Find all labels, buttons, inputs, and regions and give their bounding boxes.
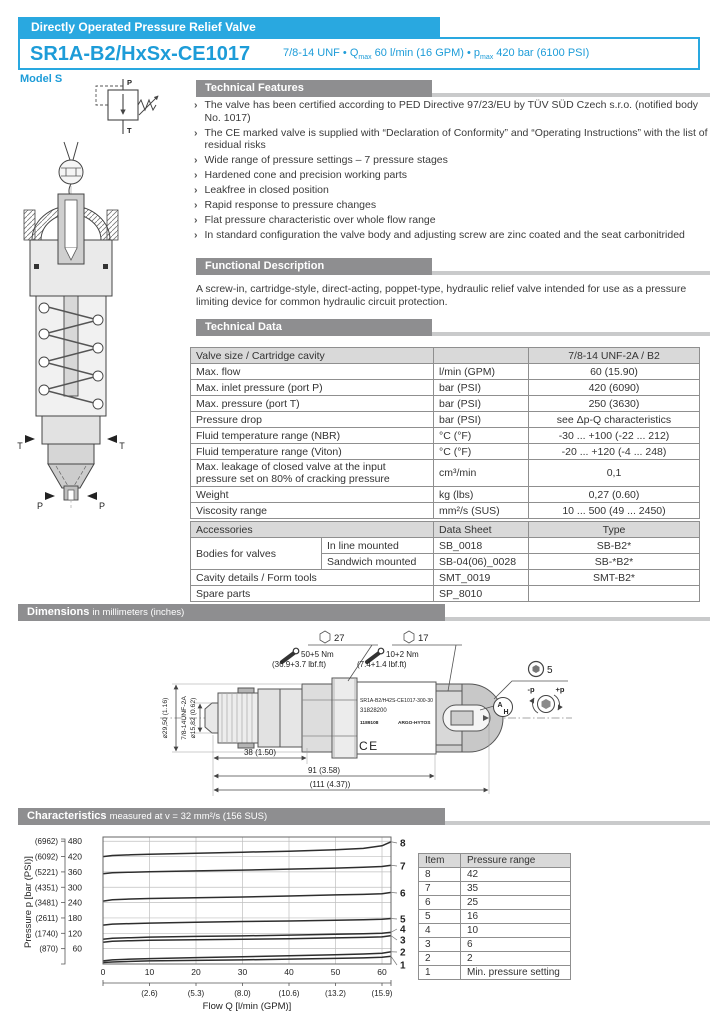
svg-text:(13.2): (13.2) <box>325 989 346 998</box>
svg-text:(15.9): (15.9) <box>371 989 393 998</box>
technical-features-list <box>194 99 710 244</box>
legend-header-row: Item Pressure range <box>419 854 571 868</box>
svg-text:(2611): (2611) <box>35 913 58 923</box>
torque-17-lbft: (7.4+1.4 lbf.ft) <box>357 660 407 669</box>
svg-text:20: 20 <box>191 967 201 977</box>
feature-item: › Hardened cone and precision working parts <box>194 169 408 181</box>
feature-item: › The CE marked valve is supplied with “Declaration of Conformity” and “Operating Instructions” with the list of residual risks <box>194 126 708 151</box>
lock-knob <box>59 160 83 184</box>
svg-text:7: 7 <box>400 861 406 873</box>
svg-text:480: 480 <box>67 836 82 847</box>
legend-row: 7 35 <box>419 882 571 896</box>
split-pin <box>64 142 78 160</box>
accessories-row: Cavity details / Form tools SMT_0019 SMT-B2* <box>191 570 700 586</box>
product-specs: 7/8-14 UNF • $Q_{max}$ 60 l/min (16 GPM) • $p_{max}$ 420 bar (6100 PSI) <box>283 47 590 62</box>
svg-text:60: 60 <box>377 967 387 977</box>
t-port-label-left: T <box>17 441 23 451</box>
pilot-line <box>96 86 123 105</box>
svg-text:4: 4 <box>400 924 406 936</box>
thread-label: 7/8-14UNF-2A <box>181 696 188 740</box>
p-port-label-right: P <box>98 501 106 511</box>
torque-27-lbft: (36.9+3.7 lbf.ft) <box>272 660 327 669</box>
allen-key-size: 5 <box>547 665 553 676</box>
torque-27: 50+5 Nm <box>301 650 334 659</box>
product-code: SR1A-B2/HxSx-CE1017 <box>30 43 251 65</box>
svg-text:(5221): (5221) <box>34 867 58 877</box>
ce-mark: CE <box>359 739 379 753</box>
tech-data-row: Max. leakage of closed valve at the input pressure set on 80% of cracking pressure cm³/min 0,1 <box>191 460 700 487</box>
svg-text:2: 2 <box>400 947 406 959</box>
plot-border <box>103 837 391 964</box>
feature-item: › Flat pressure characteristic over whole flow range <box>194 214 436 226</box>
feature-item: › Leakfree in closed position <box>194 184 329 196</box>
tech-data-row: Pressure drop bar (PSI) see Δp-Q characteristics <box>191 412 700 428</box>
dimension-drawing <box>150 622 582 800</box>
port-p-label: P <box>127 78 133 87</box>
port-t-label: T <box>127 126 132 135</box>
curve-5 <box>103 919 391 926</box>
feature-item: › The valve has been certified according to PED Directive 97/23/EU by TÜV SÜD Czech s.r.o. (notified body No. 1017) <box>194 99 699 124</box>
section-functional-description: Functional Description <box>196 258 432 275</box>
seat-cone <box>48 464 94 488</box>
svg-text:60: 60 <box>72 943 82 954</box>
p-port-arrow-right <box>87 492 97 500</box>
valve-cross-section <box>12 136 137 511</box>
svg-text:180: 180 <box>67 912 82 923</box>
tech-data-row: Fluid temperature range (NBR) °C (°F) -30 ... +100 (-22 ... 212) <box>191 428 700 444</box>
tech-data-row: Max. flow l/min (GPM) 60 (15.90) <box>191 364 700 380</box>
svg-text:10: 10 <box>144 967 155 977</box>
section-technical-data: Technical Data <box>196 319 432 336</box>
accessories-row: Bodies for valves In line mounted SB_0018 SB-B2* <box>191 538 700 554</box>
t-port-arrow-right <box>107 435 117 443</box>
svg-text:8: 8 <box>400 838 406 850</box>
divider <box>432 271 710 275</box>
legend-row: 3 6 <box>419 938 571 952</box>
divider <box>445 821 710 825</box>
tech-data-row: Viscosity range mm²/s (SUS) 10 ... 500 (49 ... 2450) <box>191 503 700 519</box>
t-port-label-right: T <box>119 441 125 451</box>
torque-17: 10+2 Nm <box>386 650 419 659</box>
page-header-title: Directly Operated Pressure Relief Valve <box>31 20 256 34</box>
nameplate-serial: 1189108 <box>360 721 379 726</box>
svg-text:120: 120 <box>67 928 82 939</box>
section-characteristics: Characteristics measured at v = 32 mm²/s (156 SUS) <box>18 808 445 825</box>
p-port-label-left: P <box>36 501 44 511</box>
svg-text:3: 3 <box>400 935 406 947</box>
section-technical-features: Technical Features <box>196 80 432 97</box>
feature-item: › Rapid response to pressure changes <box>194 199 377 211</box>
legend-row: 6 25 <box>419 896 571 910</box>
technical-data-table <box>190 347 700 519</box>
model-label: Model S <box>20 73 63 85</box>
hex-nut <box>332 678 357 758</box>
svg-text:Flow Q [l/min (GPM)]: Flow Q [l/min (GPM)] <box>202 1001 292 1012</box>
legend-row: 1 Min. pressure setting <box>419 966 571 980</box>
svg-text:Pressure p [bar (PSI)]: Pressure p [bar (PSI)] <box>23 856 34 948</box>
svg-text:(5.3): (5.3) <box>187 989 205 998</box>
increase-pressure-label: +p <box>555 685 565 694</box>
svg-text:420: 420 <box>67 851 82 862</box>
svg-text:(6962): (6962) <box>34 837 58 847</box>
divider <box>445 617 710 621</box>
outer-diameter-label: ⌀29,50 (1.16) <box>162 697 169 739</box>
page-header-banner <box>18 17 440 37</box>
feature-item: › In standard configuration the valve body and adjusting screw are zinc coated and the seat carbonitrided <box>194 229 685 241</box>
chart-gridlines <box>103 837 391 964</box>
accessories-header-row: Accessories Data Sheet Type <box>191 522 700 538</box>
svg-text:300: 300 <box>67 882 82 893</box>
lower-housing <box>42 416 100 444</box>
accessories-table <box>190 521 700 602</box>
divider <box>432 332 710 336</box>
tech-data-row: Max. pressure (port T) bar (PSI) 250 (3630) <box>191 396 700 412</box>
functional-description-text: A screw-in, cartridge-style, direct-acting, poppet-type, hydraulic relief valve intended for use as a pressure limiting device for common hydraulic circuit protection. <box>196 283 687 308</box>
svg-text:6: 6 <box>400 888 406 900</box>
legend-row: 8 42 <box>419 868 571 882</box>
svg-text:(10.6): (10.6) <box>278 989 300 998</box>
svg-text:(2.6): (2.6) <box>141 989 158 998</box>
pressure-range-legend-table <box>418 853 571 980</box>
nameplate-order-number: 31828200 <box>360 708 387 714</box>
accessories-row: Spare parts SP_8010 <box>191 586 700 602</box>
svg-text:(870): (870) <box>39 944 58 954</box>
decrease-pressure-label: -p <box>527 685 535 694</box>
hexagon-icon <box>320 631 330 643</box>
inner-diameter-label: ⌀15,82 (0.62) <box>190 697 197 739</box>
svg-text:1: 1 <box>400 960 406 972</box>
tech-data-row: Weight kg (lbs) 0,27 (0.60) <box>191 487 700 503</box>
legend-row: 5 16 <box>419 910 571 924</box>
svg-text:240: 240 <box>67 897 82 908</box>
divider <box>432 93 710 97</box>
svg-text:30: 30 <box>237 967 248 977</box>
legend-row: 4 10 <box>419 924 571 938</box>
nameplate-type-code: SR1A-B2/H42S-CE1017-300-30 <box>360 698 434 704</box>
tech-data-row: Valve size / Cartridge cavity 7/8-14 UNF-2A / B2 <box>191 348 700 364</box>
hexagon-icon <box>404 631 414 643</box>
svg-text:50: 50 <box>330 967 341 977</box>
curve-7 <box>103 865 391 873</box>
logo-letter-h: H <box>503 709 509 716</box>
legend-row: 2 2 <box>419 952 571 966</box>
svg-text:360: 360 <box>67 866 82 877</box>
chart-x-axis <box>101 967 393 1012</box>
svg-text:(4351): (4351) <box>34 883 58 893</box>
hex-size-27: 27 <box>334 633 345 644</box>
chart-curves <box>103 842 391 963</box>
svg-text:0: 0 <box>100 967 106 977</box>
valve-side-view <box>205 678 503 758</box>
svg-text:5: 5 <box>400 914 406 926</box>
chart-y-axis <box>23 836 82 964</box>
pq-characteristics-chart <box>22 831 407 1014</box>
accessories-row: Sandwich mounted SB-04(06)_0028 SB-*B2* <box>191 554 700 570</box>
hydraulic-symbol <box>86 76 164 138</box>
product-title-box <box>18 37 700 70</box>
hex-size-17: 17 <box>418 633 429 644</box>
curve-8 <box>103 842 391 857</box>
length-91: 91 (3.58) <box>307 766 341 775</box>
p-port-arrow-left <box>45 492 55 500</box>
length-111: (111 (4.37)) <box>309 780 351 789</box>
t-port-arrow-left <box>25 435 35 443</box>
length-38: 38 (1.50) <box>243 748 277 757</box>
curve-labels <box>391 839 406 972</box>
svg-text:(1740): (1740) <box>34 929 58 939</box>
spring-symbol <box>138 100 156 110</box>
section-dimensions: Dimensions in millimeters (inches) <box>18 604 445 621</box>
tech-data-row: Max. inlet pressure (port P) bar (PSI) 420 (6090) <box>191 380 700 396</box>
svg-text:(6092): (6092) <box>34 852 58 862</box>
svg-text:40: 40 <box>284 967 294 977</box>
feature-item: › Wide range of pressure settings – 7 pressure stages <box>194 154 448 166</box>
logo-letter-a: A <box>497 702 503 709</box>
nameplate-brand: ARGO-HYTOS <box>398 721 431 726</box>
svg-text:(8.0): (8.0) <box>234 989 251 998</box>
tech-data-row: Fluid temperature range (Viton) °C (°F) -20 ... +120 (-4 ... 248) <box>191 444 700 460</box>
curve-6 <box>103 892 391 901</box>
svg-text:(3481): (3481) <box>34 898 58 908</box>
